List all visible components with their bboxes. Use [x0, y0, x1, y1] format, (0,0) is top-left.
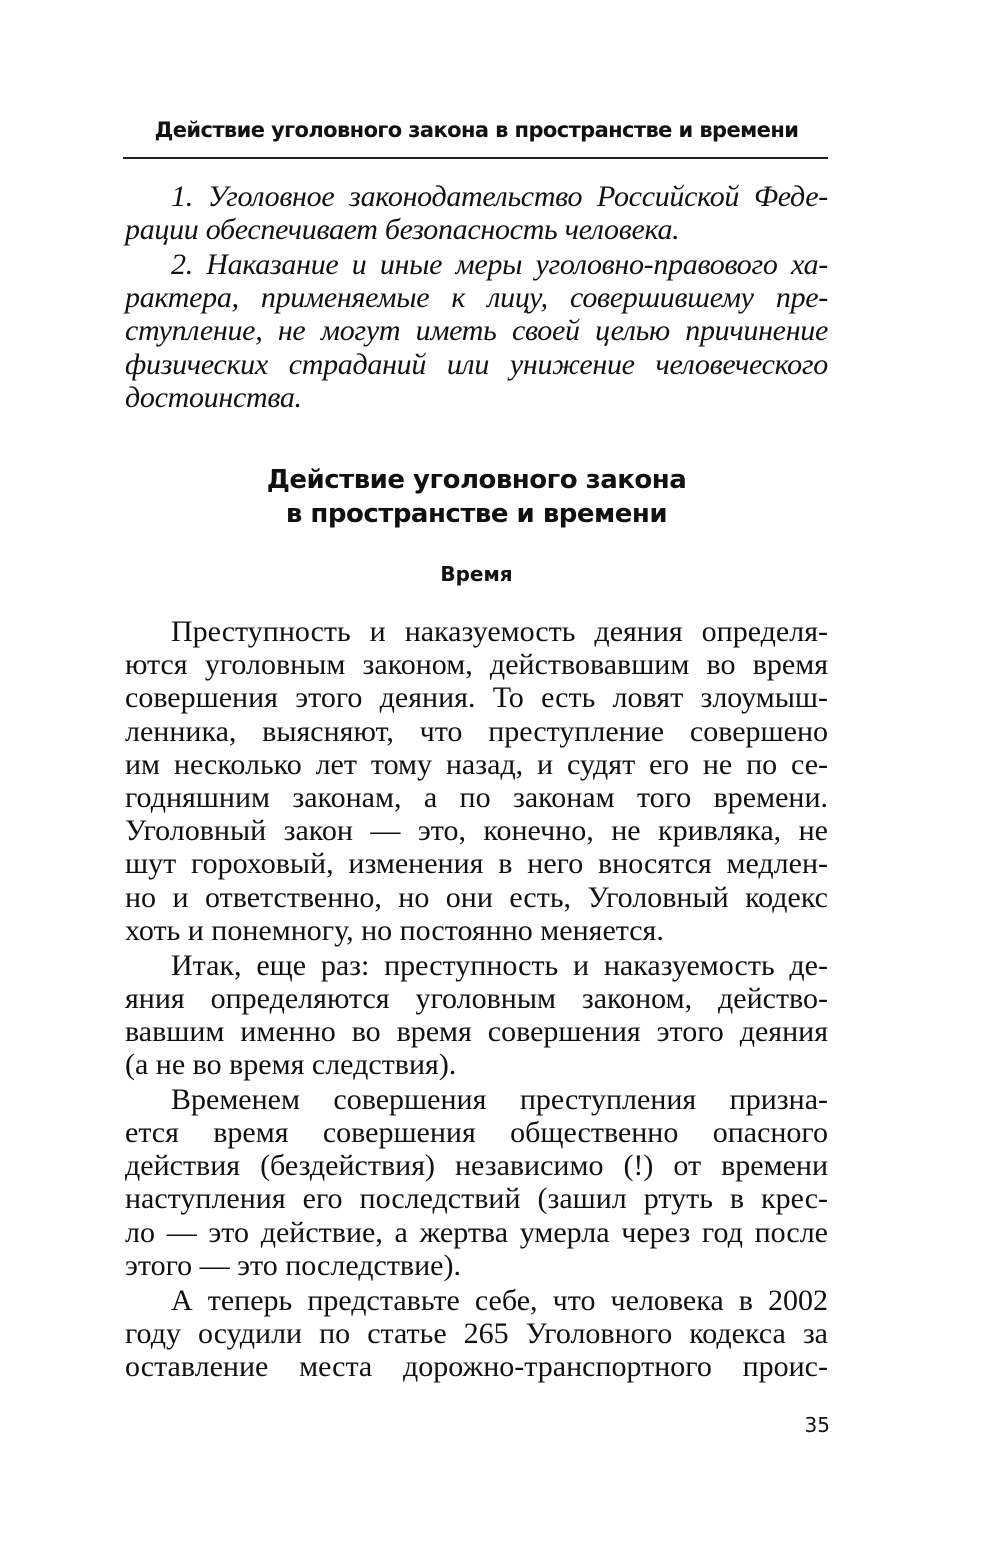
text-line: оставление места дорожно-транспортного проис- [125, 1349, 828, 1383]
paragraph [125, 615, 828, 947]
paragraph [125, 1083, 828, 1282]
text-line: году осудили по статье 265 Уголовного кодекса за [125, 1316, 828, 1350]
text-line: вавшим именно во время совершения этого деяния [125, 1014, 828, 1048]
text-line: шут гороховый, изменения в него вносятся медлен- [125, 847, 828, 881]
header-rule [123, 157, 828, 159]
text-line: годняшним законам, а по законам того времени. [125, 781, 828, 815]
text-line: им несколько лет тому назад, и судят его не по се- [125, 747, 828, 781]
running-header: Действие уголовного закона в пространстве и времени [154, 118, 799, 142]
text-line: 1. Уголовное законодательство Российской Феде- [171, 180, 828, 213]
text-line: А теперь представьте себе, что человека в 2002 [171, 1283, 828, 1317]
text-line: ло — это действие, а жертва умерла через год после [125, 1215, 828, 1249]
section-heading-line: Действие уголовного закона [266, 465, 687, 495]
text-line: хоть и понемногу, но постоянно меняется. [125, 913, 664, 947]
text-line: Итак, еще раз: преступность и наказуемость де- [171, 948, 828, 982]
body-text [125, 615, 828, 1385]
text-line: ступление, не могут иметь своей целью причинение [125, 314, 828, 348]
paragraph [125, 1284, 828, 1384]
article-quote [125, 180, 828, 415]
text-line: действия (бездействия) независимо (!) от времени [125, 1149, 828, 1183]
text-line: Уголовный закон — это, конечно, не кривляка, не [125, 814, 828, 848]
text-line: этого — это последствие). [125, 1248, 461, 1282]
text-line: достоинства. [125, 380, 302, 414]
text-line: ленника, выясняют, что преступление совершено [125, 714, 828, 748]
text-line: но и ответственно, но они есть, Уголовный кодекс [125, 880, 828, 914]
text-line: совершения этого деяния. То есть ловят злоумыш- [125, 681, 828, 715]
text-line: рации обеспечивает безопасность человека. [125, 213, 680, 247]
text-line: физических страданий или унижение человеческого [125, 347, 828, 381]
text-line: ются уголовным законом, действовавшим во время [125, 648, 828, 682]
text-line: (а не во время следствия). [125, 1048, 457, 1082]
text-line: Временем совершения преступления призна- [171, 1082, 828, 1116]
text-line: Преступность и наказуемость деяния определя- [171, 615, 828, 648]
text-line: наступления его последствий (зашил ртуть в крес- [125, 1182, 828, 1216]
text-line: 2. Наказание и иные меры уголовно-правового ха- [171, 247, 828, 281]
subheading: Время [440, 562, 513, 586]
section-heading-line: в пространстве и времени [285, 499, 668, 529]
numbered-item [125, 248, 828, 414]
text-line: яния определяются уголовным законом, действо- [125, 981, 828, 1015]
section-heading [125, 463, 828, 531]
paragraph [125, 949, 828, 1082]
text-line: рактера, применяемые к лицу, совершившему пре- [125, 281, 828, 315]
numbered-item [125, 180, 828, 246]
page-number: 35 [804, 1413, 830, 1437]
text-line: ется время совершения общественно опасного [125, 1116, 828, 1150]
